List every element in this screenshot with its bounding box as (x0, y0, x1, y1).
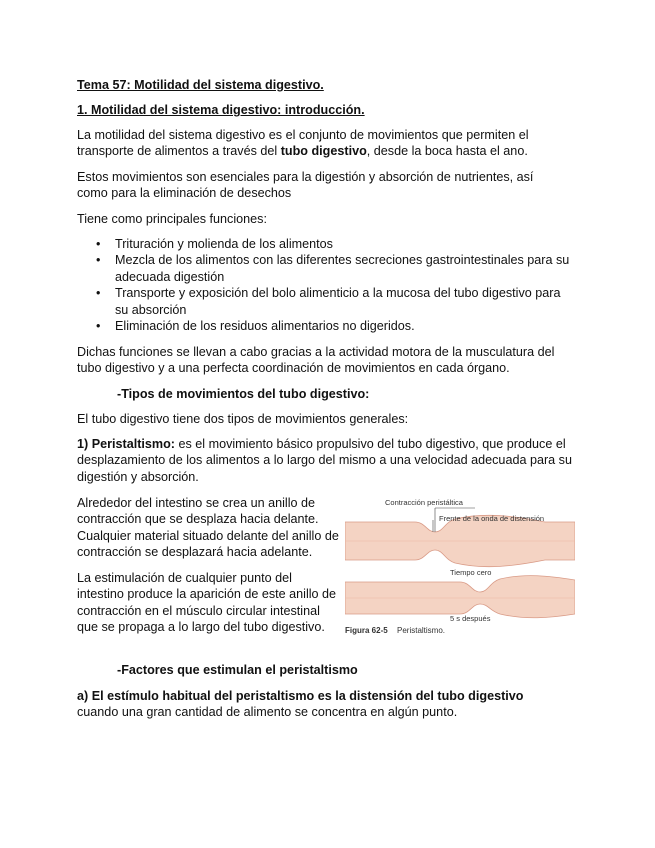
list-item: • Trituración y molienda de los alimentos (95, 236, 570, 252)
label-front: Frente de la onda de distensión (439, 514, 545, 523)
figure-caption: Peristaltismo. (397, 626, 446, 635)
functions-summary: Dichas funciones se llevan a cabo gracias a la actividad motora de la musculatura del tubo digestivo y a una perfecta coordinación de movimientos en cada órgano. (77, 345, 555, 376)
stimulation-paragraph: La estimulación de cualquier punto del intestino produce la aparición de este anillo de contracción en el músculo circular intestinal que se propaga a lo largo del tubo digestivo. (77, 571, 337, 635)
tubo-digestivo-term: tubo digestivo (280, 144, 367, 159)
peristalsis-label: 1) Peristaltismo: (77, 437, 175, 451)
figure-number: Figura 62-5 (345, 626, 388, 635)
label-contraction: Contracción peristáltica (385, 498, 463, 507)
tube-time-zero (345, 515, 575, 566)
section-title: 1. Motilidad del sistema digestivo: introducción. (77, 103, 365, 117)
factor-a-label: a) El estímulo habitual del peristaltismo es la distensión del tubo digestivo (77, 689, 524, 703)
list-item: • Transporte y exposición del bolo alimenticio a la mucosa del tubo digestivo para su absorción (95, 285, 570, 318)
intro-paragraph: La motilidad del sistema digestivo es el conjunto de movimientos que permiten el transporte de alimentos a través del tubo digestivo, desde la boca hasta el ano. (77, 128, 529, 159)
functions-list (95, 236, 570, 334)
ring-paragraph: Alrededor del intestino se crea un anillo de contracción que se desplaza hacia delante. Cualquier material situado delante del anillo de contracción se desplazará hacia adelante. (77, 496, 339, 560)
label-time-five: 5 s después (450, 614, 491, 623)
label-time-zero: Tiempo cero (450, 568, 492, 577)
essential-paragraph: Estos movimientos son esenciales para la digestión y absorción de nutrientes, así como para la eliminación de desechos (77, 170, 534, 201)
factor-a-paragraph: a) El estímulo habitual del peristaltismo es la distensión del tubo digestivo cuando una gran cantidad de alimento se concentra en algún punto. (77, 689, 524, 720)
page-title: Tema 57: Motilidad del sistema digestivo. (77, 78, 324, 92)
tube-five-seconds-wall (345, 576, 575, 618)
peristalsis-figure (345, 496, 575, 641)
list-item: • Mezcla de los alimentos con las diferentes secreciones gastrointestinales para su adecuada digestión (95, 252, 570, 285)
factors-heading: -Factores que estimulan el peristaltismo (117, 663, 358, 677)
peristalsis-paragraph: 1) Peristaltismo: es el movimiento básico propulsivo del tubo digestivo, que produce el desplazamiento de los alimentos a lo largo del mismo a una velocidad adecuada para su digestión y absorción. (77, 437, 572, 484)
types-heading: -Tipos de movimientos del tubo digestivo: (117, 387, 370, 401)
tube-five-seconds (345, 576, 575, 618)
types-intro: El tubo digestivo tiene dos tipos de movimientos generales: (77, 412, 409, 426)
list-item: • Eliminación de los residuos alimentarios no digeridos. (95, 318, 570, 334)
functions-intro: Tiene como principales funciones: (77, 212, 267, 226)
